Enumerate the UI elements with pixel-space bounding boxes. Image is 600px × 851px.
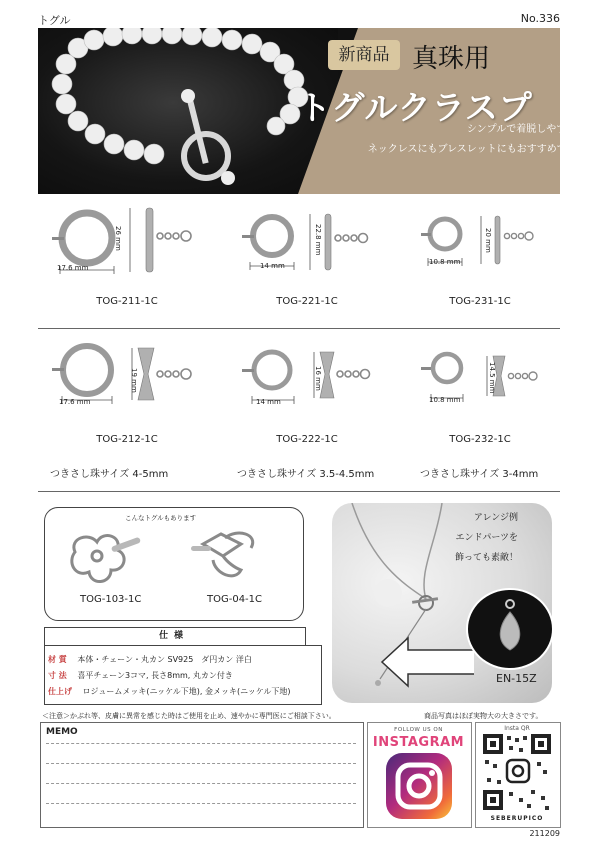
section-divider xyxy=(38,491,560,492)
bar-size: 19 mm xyxy=(130,368,138,393)
end-part-code: EN-15Z xyxy=(496,672,537,685)
spec-value: 本体・チェーン・丸カン SV925 ダ円カン 洋白 xyxy=(77,655,252,664)
pearl-bracelet-photo xyxy=(38,28,338,194)
ring-size: 14 mm xyxy=(256,398,281,406)
spec-title: 仕様 xyxy=(158,631,189,641)
ring-size: 17.6 mm xyxy=(59,398,91,406)
bar-size: 26 mm xyxy=(114,226,122,251)
hero-subtitle: 真珠用 xyxy=(412,44,491,74)
end-parts-photo xyxy=(466,588,554,670)
bead-size: つきさし珠サイズ 3.5-4.5mm xyxy=(237,469,375,480)
bead-size: つきさし珠サイズ 4-5mm xyxy=(50,469,169,480)
product-code: TOG-231-1C xyxy=(449,296,511,307)
arrange-line-3: 飾っても素敵！ xyxy=(455,553,519,563)
product-code: TOG-232-1C xyxy=(449,434,511,445)
arrow-icon xyxy=(378,636,478,688)
ring-size: 14 mm xyxy=(260,262,285,270)
bar-size: 14.5 mm xyxy=(488,362,496,394)
instagram-wordmark: INSTAGRAM xyxy=(372,735,465,750)
product-code: TOG-103-1C xyxy=(80,594,142,605)
product-card xyxy=(42,336,212,446)
arrange-line-1: アレンジ例 xyxy=(473,513,519,523)
spec-value: 喜平チェーン3コマ, 長さ8mm, 丸カン付き xyxy=(77,671,233,680)
qr-label: Insta QR xyxy=(504,725,530,732)
product-card xyxy=(395,336,565,446)
new-product-badge: 新商品 xyxy=(328,40,400,70)
bar-size: 20 mm xyxy=(484,228,492,253)
qr-account-name: SEBERUPICO xyxy=(490,815,544,822)
product-code: TOG-222-1C xyxy=(276,434,338,445)
memo-box xyxy=(40,722,364,828)
product-code: TOG-221-1C xyxy=(276,296,338,307)
ring-size: 17.6 mm xyxy=(57,264,89,272)
spec-key: 寸 法 xyxy=(48,671,67,680)
section-divider xyxy=(38,328,560,329)
bar-size: 22.8 mm xyxy=(314,224,322,256)
memo-line xyxy=(46,743,356,744)
arrange-line-2: エンドパーツを xyxy=(455,533,519,543)
spec-row xyxy=(48,670,233,681)
product-card xyxy=(222,336,392,446)
other-toggles-note: こんなトグルもあります xyxy=(125,514,197,522)
catalog-number: No.336 xyxy=(520,12,560,25)
ring-size: 10.8 mm xyxy=(429,258,461,266)
category-label: トグル xyxy=(38,14,71,27)
bar-size: 16 mm xyxy=(314,366,322,391)
hero-desc-line-1: シンプルで着脱しやすく、 xyxy=(466,124,586,135)
product-card xyxy=(42,200,212,310)
caution-text: ＜注意＞かぶれ等、皮膚に異常を感じた時はご使用を止め、速やかに専門医にご相談下さい。 xyxy=(42,712,336,720)
instagram-icon xyxy=(386,753,452,819)
memo-label: MEMO xyxy=(46,727,78,737)
memo-line xyxy=(46,783,356,784)
spec-value: ロジュームメッキ(ニッケル下地), 金メッキ(ニッケル下地) xyxy=(82,687,291,696)
hero-title: トグルクラスプ xyxy=(298,88,533,127)
product-code: TOG-211-1C xyxy=(96,296,158,307)
product-card xyxy=(395,200,565,310)
arrange-note xyxy=(455,508,518,568)
qr-code-icon xyxy=(483,734,551,812)
product-code: TOG-212-1C xyxy=(96,434,158,445)
photo-note: 商品写真はほぼ実物大の大きさです。 xyxy=(424,712,543,720)
spec-key: 材 質 xyxy=(48,655,67,664)
memo-line xyxy=(46,803,356,804)
bead-size: つきさし珠サイズ 3-4mm xyxy=(420,469,539,480)
hero-desc-line-2: ネックレスにもブレスレットにもおすすめです。 xyxy=(367,144,586,155)
memo-line xyxy=(46,763,356,764)
ring-size: 10.8 mm xyxy=(429,396,461,404)
follow-text: FOLLOW US ON xyxy=(394,727,443,733)
hero-description xyxy=(368,120,586,160)
product-card xyxy=(222,200,392,310)
print-date: 211209 xyxy=(529,829,560,838)
spec-row xyxy=(48,686,291,697)
spec-row xyxy=(48,654,252,665)
spec-key: 仕上げ xyxy=(48,687,72,696)
product-code: TOG-04-1C xyxy=(207,594,263,605)
